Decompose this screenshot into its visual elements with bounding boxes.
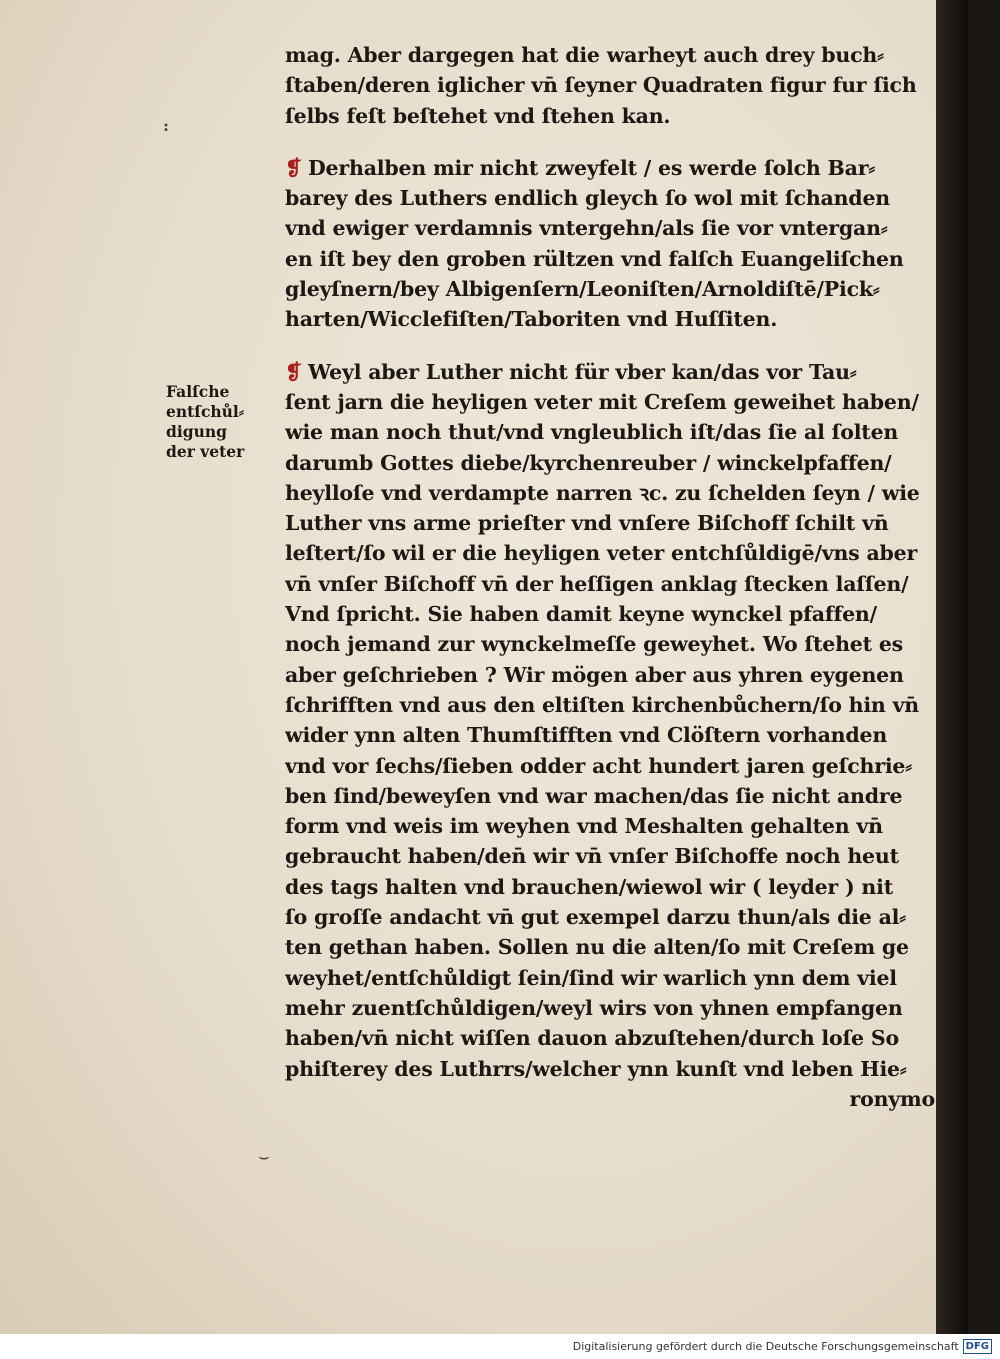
paragraph-3 — [285, 357, 935, 1114]
margin-mark-top: ꞉ — [163, 116, 169, 137]
text-line-content: weyhet/entſchůldigt ſein/ſind wir warlich ynn dem viel — [285, 965, 897, 990]
text-line-content: phiſterey des Luthrrs/welcher ynn kunſt vnd leben Hie⸗ — [285, 1056, 907, 1081]
text-line-content: noch jemand zur wynckelmeſſe geweyhet. Wo ſtehet es — [285, 632, 904, 657]
text-line — [285, 357, 935, 387]
text-line — [285, 963, 935, 993]
dfg-logo: DFG — [963, 1339, 992, 1354]
text-line — [285, 751, 935, 781]
pilcrow-icon: ❡ — [285, 359, 302, 384]
digitization-footer — [0, 1334, 1000, 1359]
text-line — [285, 690, 935, 720]
text-line-content: en iſt bey den groben rültzen vnd falſch Euangeliſchen — [285, 246, 904, 271]
text-line — [285, 599, 935, 629]
text-line — [285, 508, 935, 538]
text-line — [285, 417, 935, 447]
text-line — [285, 872, 935, 902]
marginal-note-line: digung — [166, 422, 227, 441]
text-line — [285, 478, 935, 508]
text-line — [285, 720, 935, 750]
paragraph-2 — [285, 153, 935, 335]
text-line-content: wie man noch thut/vnd vngleublich iſt/das ſie al ſolten — [285, 420, 899, 445]
text-line — [285, 153, 935, 183]
text-line-content: gleyſnern/bey Albigenſern/Leoniſten/Arnoldiſtē/Pick⸗ — [285, 277, 880, 302]
text-line-content: ſchrifften vnd aus den eltiſten kirchenbůchern/ſo hin vn̄ — [285, 692, 919, 717]
text-line-content: harten/Wicclefiſten/Taboriten vnd Huſſiten. — [285, 307, 778, 332]
text-line — [285, 993, 935, 1023]
text-line-content: Weyl aber Luther nicht für vber kan/das vor Tau⸗ — [307, 359, 857, 384]
marginal-note-line: Falſche — [166, 382, 230, 401]
text-line — [285, 660, 935, 690]
text-line — [285, 1054, 935, 1084]
text-line-content: ſtaben/deren iglicher vn̄ ſeyner Quadraten figur fur ſich — [285, 73, 917, 98]
marginal-note-line: der veter — [166, 442, 245, 461]
text-line — [285, 304, 935, 334]
text-line — [285, 932, 935, 962]
marginal-note-line: entſchůl⸗ — [166, 402, 244, 421]
marginal-note — [166, 382, 271, 462]
text-line — [285, 213, 935, 243]
text-line-content: vn̄ vnſer Biſchoff vn̄ der heſſigen anklag ſtecken laſſen/ — [285, 571, 909, 596]
text-line — [285, 387, 935, 417]
text-line — [285, 448, 935, 478]
text-line-content: wider ynn alten Thumſtifften vnd Clöſtern vorhanden — [285, 723, 888, 748]
pilcrow-icon: ❡ — [285, 155, 302, 180]
text-line-content: Vnd ſpricht. Sie haben damit keyne wynckel pfaffen/ — [285, 602, 877, 627]
text-line-content: ten gethan haben. Sollen nu die alten/ſo mit Creſem ge — [285, 935, 909, 960]
text-line — [285, 569, 935, 599]
text-line-content: vnd ewiger verdamnis vntergehn/als ſie vor vntergan⸗ — [285, 216, 888, 241]
text-line-content: ſent jarn die heyligen veter mit Creſem geweihet haben/ — [285, 389, 919, 414]
text-line-content: heylloſe vnd verdampte narren ꝛc. zu ſchelden ſeyn / wie — [285, 480, 920, 505]
catchword: ronymo — [849, 1086, 935, 1111]
text-line — [285, 101, 935, 131]
text-line-content: ſelbs feſt beſtehet vnd ſtehen kan. — [285, 103, 671, 128]
text-line-content: aber geſchrieben ? Wir mögen aber aus yhren eygenen — [285, 662, 904, 687]
text-line-content: barey des Luthers endlich gleych ſo wol mit ſchanden — [285, 186, 890, 211]
text-line — [285, 841, 935, 871]
margin-mark-bottom: ⌣ — [258, 1146, 270, 1167]
text-line — [285, 1023, 935, 1053]
text-line — [285, 274, 935, 304]
text-line-content: haben/vn̄ nicht wiſſen dauon abzuſtehen/durch loſe So — [285, 1026, 899, 1051]
text-line-content: Derhalben mir nicht zweyfelt / es werde ſolch Bar⸗ — [307, 155, 875, 180]
text-line-content: ſo groſſe andacht vn̄ gut exempel darzu thun/als die al⸗ — [285, 905, 906, 930]
text-line — [285, 40, 935, 70]
text-line-content: leſtert/ſo wil er die heyligen veter entchſůldigē/vns aber — [285, 541, 918, 566]
text-line-content: ben ſind/beweyſen vnd war machen/das ſie nicht andre — [285, 783, 903, 808]
funding-credit: Digitalisierung gefördert durch die Deutsche Forschungsgemeinschaft — [572, 1340, 959, 1353]
text-line-content: Luther vns arme prieſter vnd vnſere Biſchoff ſchilt vn̄ — [285, 511, 889, 536]
text-line — [285, 244, 935, 274]
text-line-content: gebraucht haben/den̄ wir vn̄ vnſer Biſchoffe noch heut — [285, 844, 899, 869]
text-line — [285, 70, 935, 100]
text-line — [285, 781, 935, 811]
text-line-content: form vnd weis im weyhen vnd Meshalten gehalten vn̄ — [285, 814, 883, 839]
paragraph-1 — [285, 40, 935, 131]
text-line — [285, 538, 935, 568]
book-binding-edge — [936, 0, 968, 1334]
text-line — [285, 902, 935, 932]
text-line — [285, 629, 935, 659]
text-line-content: mag. Aber dargegen hat die warheyt auch drey buch⸗ — [285, 43, 884, 67]
text-line-content: vnd vor ſechs/ſieben odder acht hundert jaren geſchrie⸗ — [285, 753, 912, 778]
text-line — [285, 183, 935, 213]
text-line-content: mehr zuentſchůldigen/weyl wirs von yhnen empfangen — [285, 995, 903, 1020]
text-line-content: darumb Gottes diebe/kyrchenreuber / winckelpfaffen/ — [285, 450, 892, 475]
text-line-content: des tags halten vnd brauchen/wiewol wir ( leyder ) nit — [285, 874, 893, 899]
body-text — [285, 40, 935, 1114]
text-line — [285, 811, 935, 841]
